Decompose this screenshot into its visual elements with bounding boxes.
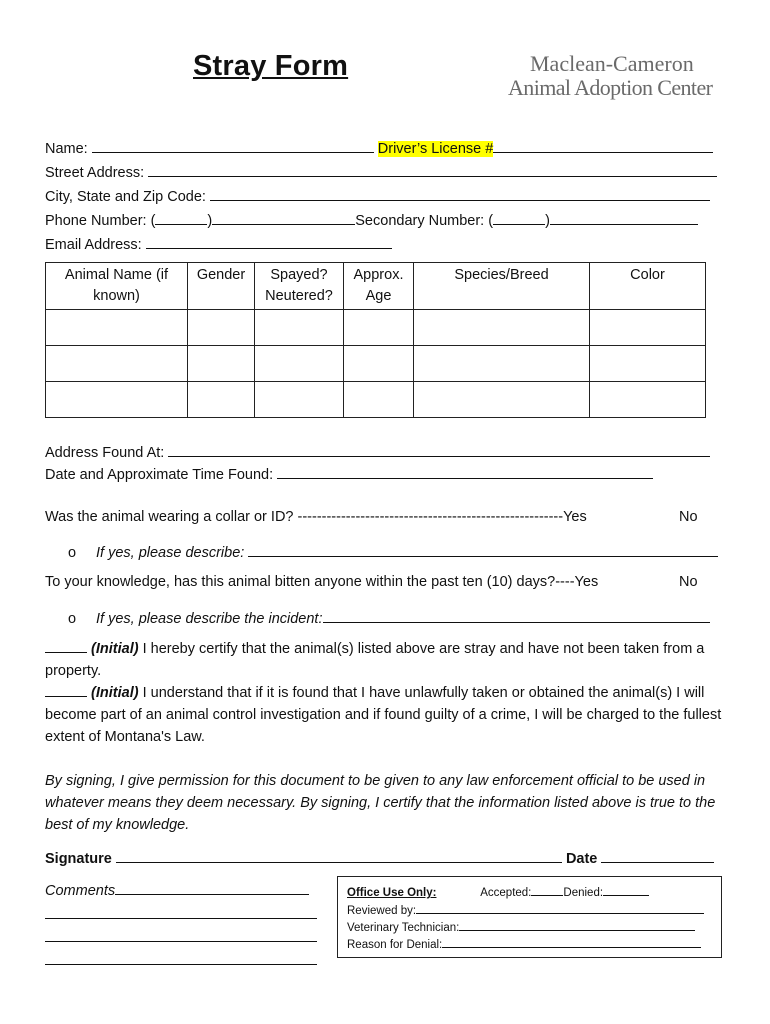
reason-field[interactable] [442, 937, 701, 948]
signature-field[interactable] [116, 848, 562, 863]
table-cell[interactable] [414, 382, 590, 418]
vet-tech-field[interactable] [459, 920, 695, 931]
table-cell[interactable] [590, 310, 706, 346]
street-row [45, 162, 717, 181]
phone-close-paren: ) [207, 213, 213, 229]
initial-field-1[interactable] [45, 638, 87, 653]
street-field[interactable] [148, 162, 717, 177]
denied-field[interactable] [603, 885, 649, 896]
signature-row [45, 848, 714, 867]
bullet-icon: o [68, 545, 77, 561]
comments-line [45, 950, 317, 969]
logo-line-2: Animal Adoption Center [508, 75, 713, 100]
reviewed-by-field[interactable] [416, 903, 704, 914]
signature-label: Signature [45, 851, 112, 867]
date-label: Date [565, 851, 598, 867]
collar-describe-label: If yes, please describe: [96, 545, 245, 561]
secondary-number-field[interactable] [550, 210, 698, 225]
bitten-describe-field[interactable] [323, 608, 710, 623]
table-cell[interactable] [344, 382, 414, 418]
table-cell[interactable] [46, 382, 188, 418]
secondary-close-paren: ) [545, 213, 550, 229]
collar-no-option[interactable]: No [679, 509, 698, 525]
email-row [45, 234, 392, 253]
date-found-label: Date and Approximate Time Found: [45, 467, 274, 483]
comments-row [45, 880, 309, 899]
drivers-license-label: Driver’s License # [377, 141, 494, 157]
table-cell[interactable] [590, 382, 706, 418]
col-animal-name: Animal Name (if known) [46, 263, 188, 310]
table-cell[interactable] [414, 346, 590, 382]
email-label: Email Address: [45, 237, 142, 253]
office-use-title: Office Use Only: [347, 887, 437, 899]
bitten-describe-label: If yes, please describe the incident: [96, 611, 323, 627]
animal-table [45, 262, 706, 418]
bitten-question: To your knowledge, has this animal bitten anyone within the past ten (10) days?----Yes [45, 574, 599, 590]
street-label: Street Address: [45, 165, 145, 181]
table-row [46, 346, 706, 382]
name-row [45, 138, 713, 157]
col-approx-age: Approx. Age [344, 263, 414, 310]
date-found-row [45, 464, 653, 483]
comments-field-3[interactable] [45, 927, 317, 942]
initial-label: (Initial) [91, 641, 139, 657]
collar-describe-field[interactable] [248, 542, 718, 557]
name-label: Name: [45, 141, 88, 157]
office-row-status [347, 885, 649, 899]
collar-question: Was the animal wearing a collar or ID? -------------------------------------------------------Yes [45, 509, 587, 525]
table-cell[interactable] [590, 346, 706, 382]
vet-tech-label: Veterinary Technician: [347, 922, 460, 934]
phone-label: Phone Number: ( [45, 213, 156, 229]
address-found-field[interactable] [168, 442, 710, 457]
comments-field-1[interactable] [115, 880, 309, 895]
certify-text-1: I hereby certify that the animal(s) listed above are stray and have not been taken from a property. [45, 641, 705, 679]
logo-line-1: Maclean-Cameron [530, 51, 694, 76]
address-found-row [45, 442, 710, 461]
table-cell[interactable] [344, 346, 414, 382]
comments-field-4[interactable] [45, 950, 317, 965]
table-cell[interactable] [46, 346, 188, 382]
city-label: City, State and Zip Code: [45, 189, 206, 205]
initial-label: (Initial) [91, 685, 139, 701]
bitten-describe-row [68, 608, 710, 627]
phone-row [45, 210, 698, 229]
table-row [46, 382, 706, 418]
page-title: Stray Form [193, 50, 349, 82]
comments-line [45, 927, 317, 946]
phone-number-field[interactable] [212, 210, 355, 225]
office-row-vet-tech [347, 920, 695, 934]
col-gender: Gender [188, 263, 255, 310]
bullet-icon: o [68, 611, 77, 627]
table-cell[interactable] [255, 346, 344, 382]
animal-table-header [46, 263, 706, 310]
table-cell[interactable] [188, 382, 255, 418]
initial-field-2[interactable] [45, 682, 87, 697]
col-color: Color [590, 263, 706, 310]
table-cell[interactable] [188, 346, 255, 382]
comments-field-2[interactable] [45, 904, 317, 919]
col-species-breed: Species/Breed [414, 263, 590, 310]
office-use-box [337, 876, 722, 958]
col-spayed-neutered: Spayed? Neutered? [255, 263, 344, 310]
office-row-reviewed [347, 903, 704, 917]
table-cell[interactable] [46, 310, 188, 346]
comments-line [45, 904, 317, 923]
collar-describe-row [68, 542, 718, 561]
permission-statement: By signing, I give permission for this document to be given to any law enforcement official to be used in whatever means they deem necessary. By signing, I certify that the information listed above is true to the best of my knowledge. [45, 773, 716, 833]
certify-statement-1 [45, 638, 735, 682]
secondary-area-code-field[interactable] [493, 210, 545, 225]
address-found-label: Address Found At: [45, 445, 165, 461]
date-time-found-field[interactable] [277, 464, 653, 479]
phone-area-code-field[interactable] [155, 210, 207, 225]
comments-label: Comments [45, 883, 116, 899]
table-cell[interactable] [255, 310, 344, 346]
table-cell[interactable] [188, 310, 255, 346]
bitten-no-option[interactable]: No [679, 574, 698, 590]
table-row [46, 310, 706, 346]
organization-logo [508, 52, 728, 100]
table-cell[interactable] [255, 382, 344, 418]
denied-label: Denied: [563, 887, 604, 899]
certify-text-2: I understand that if it is found that I have unlawfully taken or obtained the animal(s) I will become part of an animal control investigation and if found guilty of a crime, I will be charged to the fullest extent of Montana's Law. [45, 685, 722, 745]
city-state-zip-field[interactable] [210, 186, 710, 201]
office-row-reason [347, 937, 701, 951]
reason-label: Reason for Denial: [347, 939, 443, 951]
reviewed-by-label: Reviewed by: [347, 905, 417, 917]
table-cell[interactable] [414, 310, 590, 346]
certify-statement-2 [45, 682, 735, 748]
table-cell[interactable] [344, 310, 414, 346]
email-field[interactable] [146, 234, 392, 249]
accepted-field[interactable] [531, 885, 563, 896]
secondary-label: Secondary Number: ( [355, 213, 494, 229]
accepted-label: Accepted: [480, 887, 532, 899]
date-field[interactable] [601, 848, 714, 863]
name-field[interactable] [92, 138, 374, 153]
drivers-license-field[interactable] [493, 138, 713, 153]
city-row [45, 186, 710, 205]
